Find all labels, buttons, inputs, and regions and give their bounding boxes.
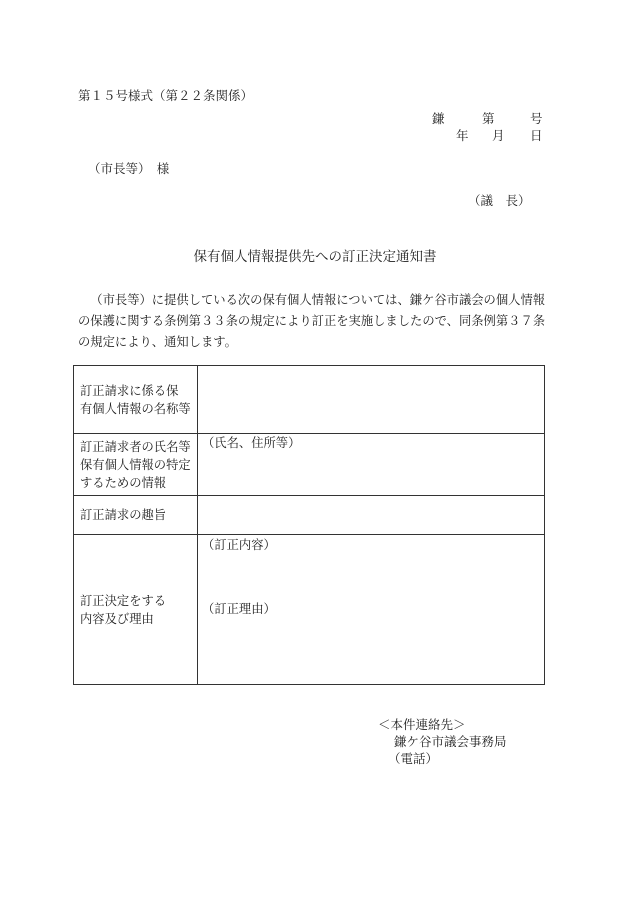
table-row-request-purpose [74,495,544,534]
notice-body-line: の保護に関する条例第３３条の規定により訂正を実施しましたので、同条例第３７条 [78,313,546,328]
row-label-line: 訂正決定をする [80,593,167,608]
row-value [198,496,544,534]
contact-phone-label: （電話） [388,751,439,766]
row-label [74,535,198,684]
name-address-note: （氏名、住所等） [202,436,301,450]
notice-body-line: （市長等）に提供している次の保有個人情報については、鎌ケ谷市議会の個人情報 [90,293,546,307]
contact-office: 鎌ケ谷市議会事務局 [394,734,507,749]
correction-content-note: （訂正内容） [202,538,276,552]
row-value [198,366,544,433]
row-label [74,434,198,495]
document-number-prefix: 鎌 [432,111,445,126]
document-number-dai: 第 [482,111,495,126]
notice-body-line: の規定により、通知します。 [78,334,237,349]
row-label [74,496,198,534]
row-value [198,535,544,684]
row-label-line: 内容及び理由 [80,611,154,626]
date-month-label: 月 [492,128,505,143]
row-label-line: 訂正請求者の氏名等 [80,439,191,454]
document-number-go: 号 [530,111,543,126]
notice-body [78,290,545,352]
date-day-label: 日 [530,128,543,143]
row-value [198,434,544,495]
row-label-line: 保有個人情報の特定 [80,457,191,472]
row-label-line: 有個人情報の名称等 [80,401,191,416]
correction-reason-note: （訂正理由） [202,602,276,616]
information-table [73,365,545,685]
document-title: 保有個人情報提供先への訂正決定通知書 [193,249,437,265]
table-row-decision-details [74,534,544,684]
row-label-line: 訂正請求に係る保 [80,383,179,398]
table-row-record-name [74,366,544,433]
row-label [74,366,198,433]
row-label-line: 訂正請求の趣旨 [80,508,167,522]
sender: （議 長） [468,193,531,208]
date-year-label: 年 [456,128,469,143]
table-row-requester-info [74,433,544,495]
addressee: （市長等） 様 [88,161,170,176]
form-number: 第１５号様式（第２２条関係） [78,88,254,103]
row-label-line: するための情報 [80,475,167,490]
contact-heading: ＜本件連絡先＞ [378,717,466,732]
